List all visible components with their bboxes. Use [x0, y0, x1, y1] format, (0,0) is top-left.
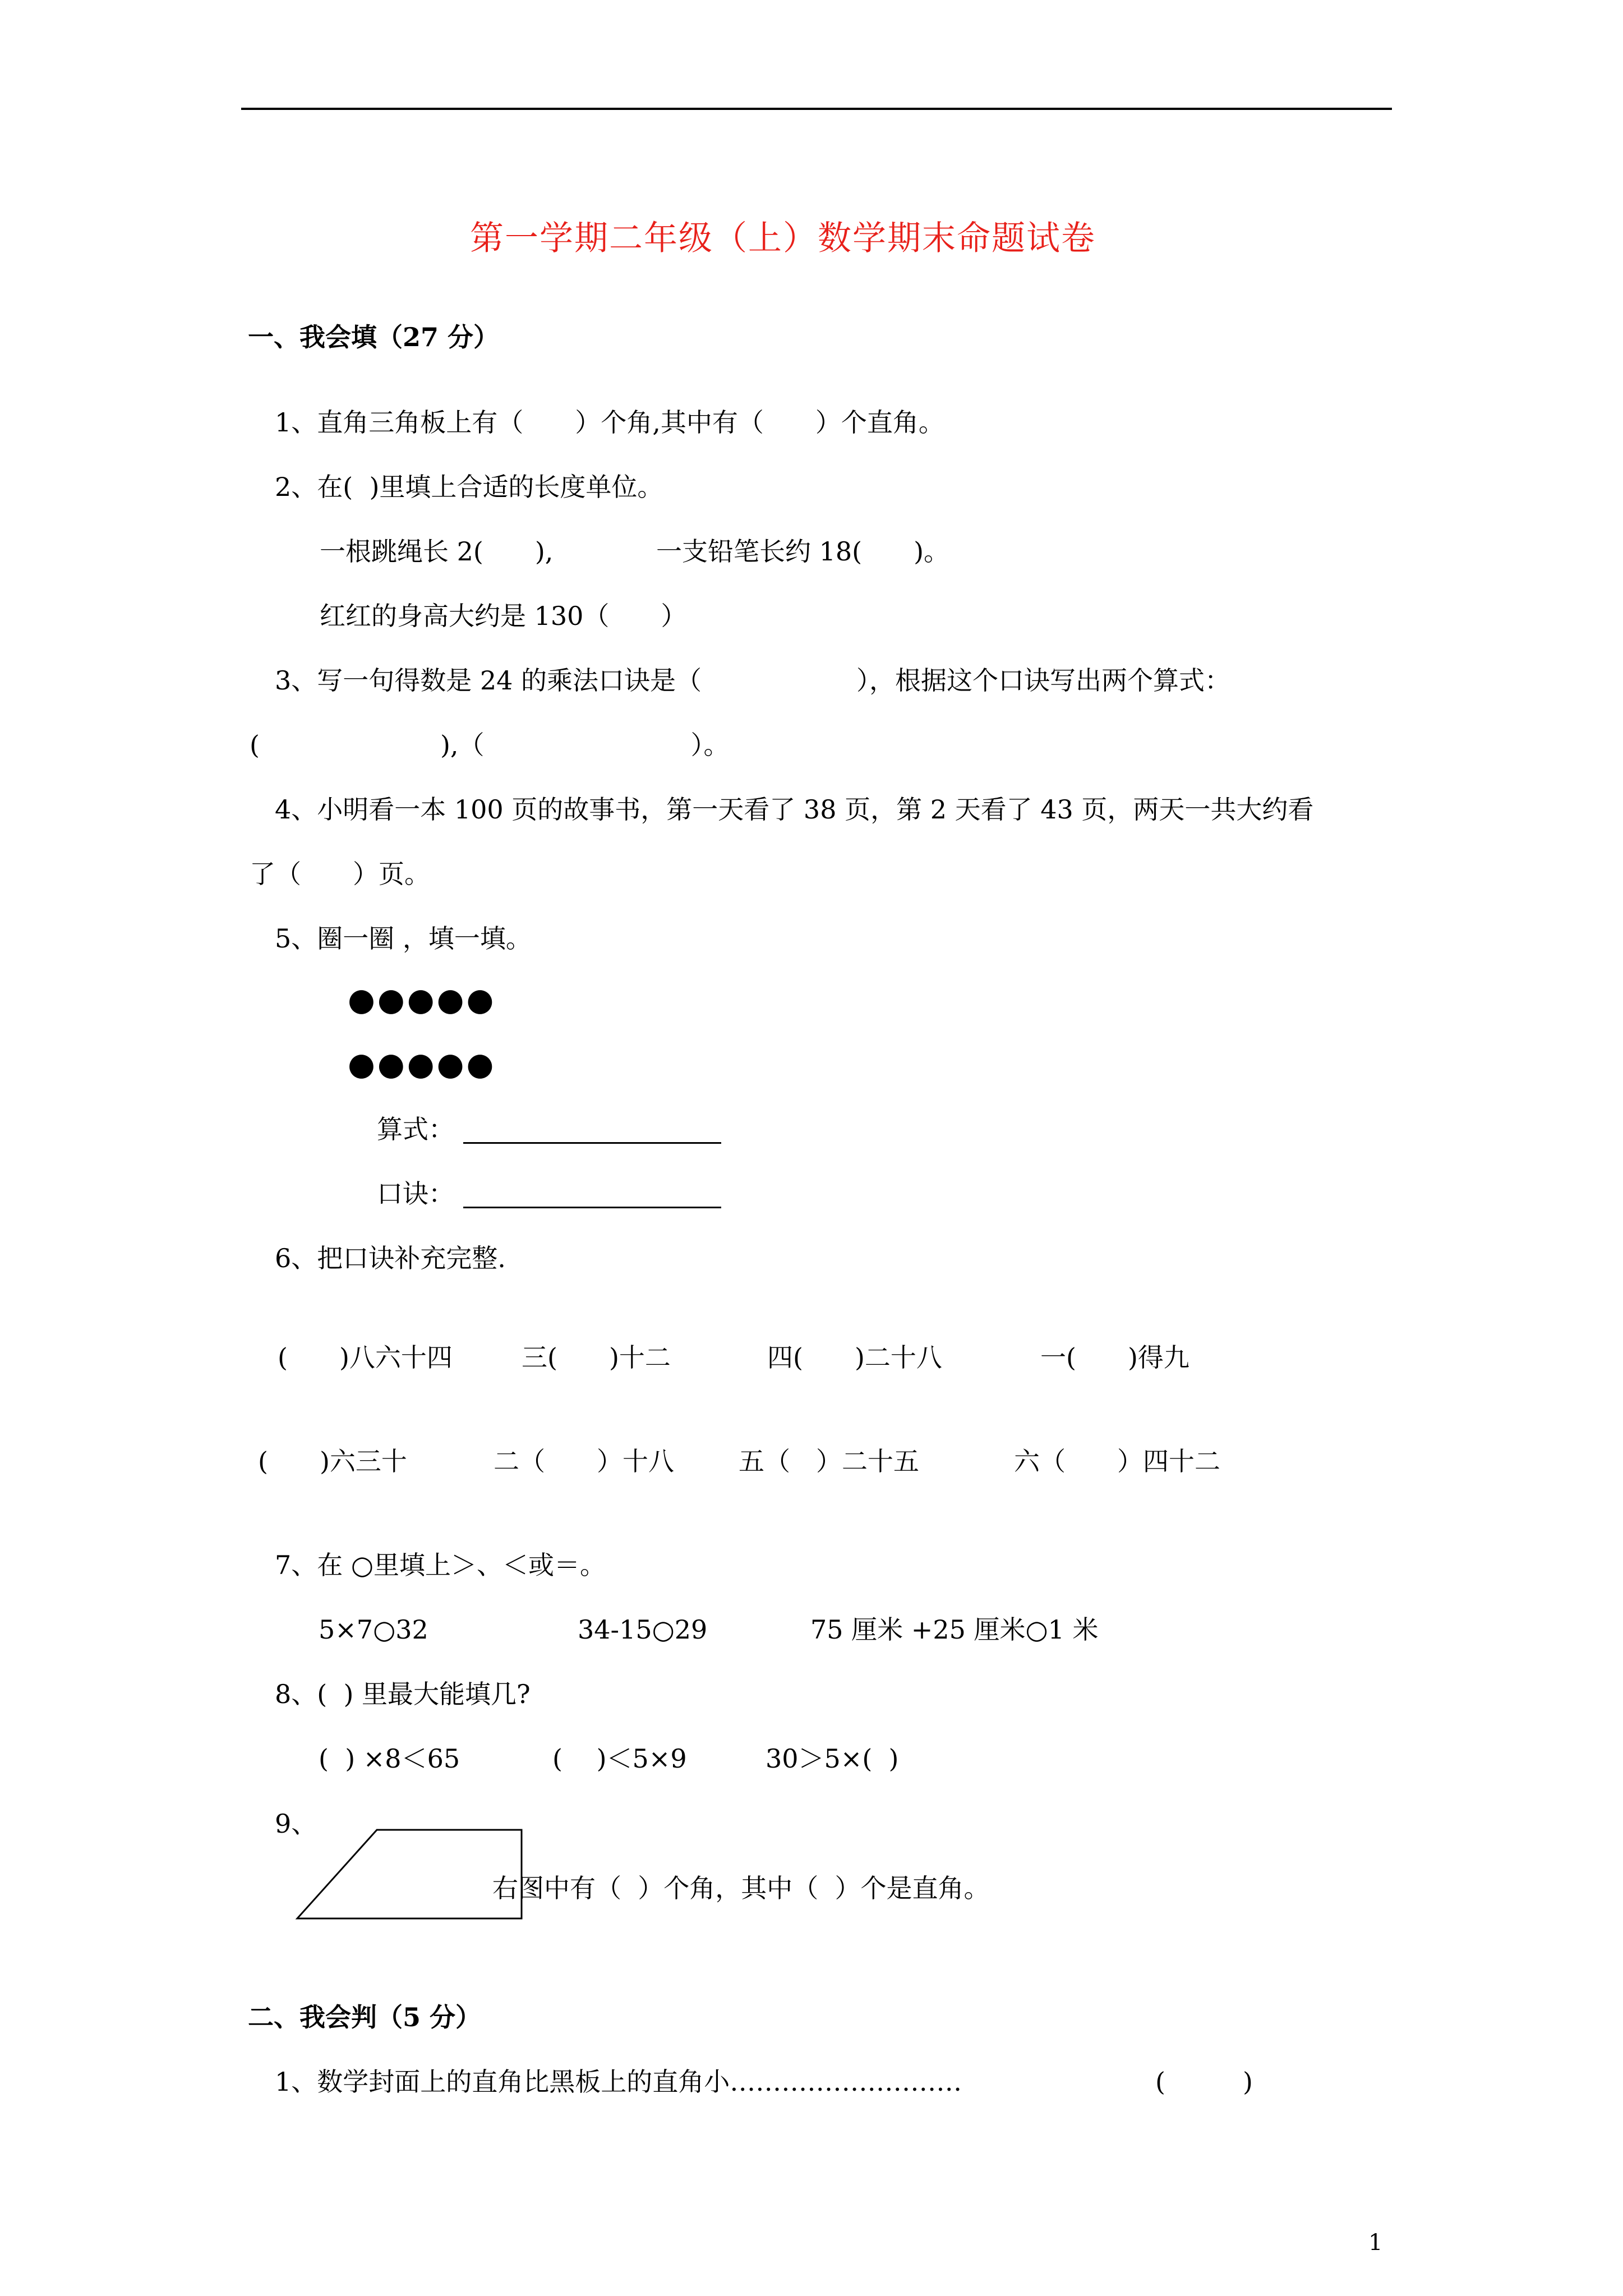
- question-4-line-2: 了（ ）页。: [250, 859, 430, 889]
- section-heading-fill: 一、我会填（27 分）: [248, 322, 500, 352]
- rhyme-blank: ( )六三十: [258, 1446, 407, 1476]
- trapezoid-figure: [292, 1829, 527, 1924]
- rhyme-blank: ( )八六十四: [278, 1342, 453, 1373]
- question-9-number: 9、: [275, 1809, 317, 1839]
- page-title: 第一学期二年级（上）数学期末命题试卷: [470, 219, 1096, 258]
- rhyme-blank: 一( )得九: [1040, 1342, 1189, 1373]
- question-3-line-1: 3、写一句得数是 24 的乘法口诀是（ ），根据这个口诀写出两个算式：: [275, 665, 1231, 696]
- compare-item: 75 厘米 +25 厘米○1 米: [810, 1614, 1099, 1645]
- question-5: 5、圈一圈 ，填一填。: [275, 923, 532, 954]
- judge-question-1: 1、数学封面上的直角比黑板上的直角小………………………: [275, 2067, 962, 2097]
- dots-row-2: ●●●●●: [348, 1046, 496, 1083]
- rhyme-blank: 二（ ）十八: [494, 1446, 674, 1476]
- question-8: 8、( ) 里最大能填几?: [275, 1679, 531, 1709]
- formula-answer-line: [463, 1142, 721, 1144]
- question-2: 2、在( )里填上合适的长度单位。: [275, 472, 663, 502]
- rhyme-blank: 四( )二十八: [767, 1342, 942, 1373]
- question-6: 6、把口诀补充完整.: [275, 1243, 506, 1273]
- page-number: 1: [1368, 2230, 1383, 2256]
- question-2-item-b: 一支铅笔长约 18( )。: [656, 536, 950, 567]
- question-2-item-c: 红红的身高大约是 130（ ）: [320, 601, 687, 631]
- judge-answer-paren: ( ): [1155, 2067, 1253, 2097]
- question-4-line-1: 4、小明看一本 100 页的故事书，第一天看了 38 页，第 2 天看了 43 页，两天一共大约看: [275, 794, 1314, 825]
- question-1: 1、直角三角板上有（ ）个角,其中有（ ）个直角。: [275, 407, 944, 438]
- header-rule: [241, 108, 1392, 110]
- rhyme-answer-line: [463, 1207, 721, 1208]
- max-fill-item: ( ) ×8＜65: [319, 1743, 460, 1774]
- rhyme-blank: 六（ ）四十二: [1014, 1446, 1220, 1476]
- question-2-item-a: 一根跳绳长 2( ),: [320, 536, 554, 567]
- compare-item: 5×7○32: [319, 1614, 428, 1645]
- compare-item: 34-15○29: [578, 1614, 708, 1645]
- question-7: 7、在 ○里填上＞、＜或＝。: [275, 1550, 606, 1580]
- max-fill-item: ( )＜5×9: [552, 1743, 687, 1774]
- rhyme-blank: 五（ ）二十五: [739, 1446, 919, 1476]
- rhyme-blank: 三( )十二: [522, 1342, 671, 1373]
- dots-row-1: ●●●●●: [348, 982, 496, 1018]
- question-9-text: 右图中有（ ）个角，其中（ ）个是直角。: [492, 1873, 990, 1903]
- max-fill-item: 30＞5×( ): [766, 1743, 899, 1774]
- formula-label: 算式：: [377, 1114, 454, 1144]
- question-3-line-2: ( ),（ ）。: [250, 730, 730, 760]
- rhyme-label: 口诀：: [377, 1179, 454, 1209]
- section-heading-judge: 二、我会判（5 分）: [248, 2002, 482, 2032]
